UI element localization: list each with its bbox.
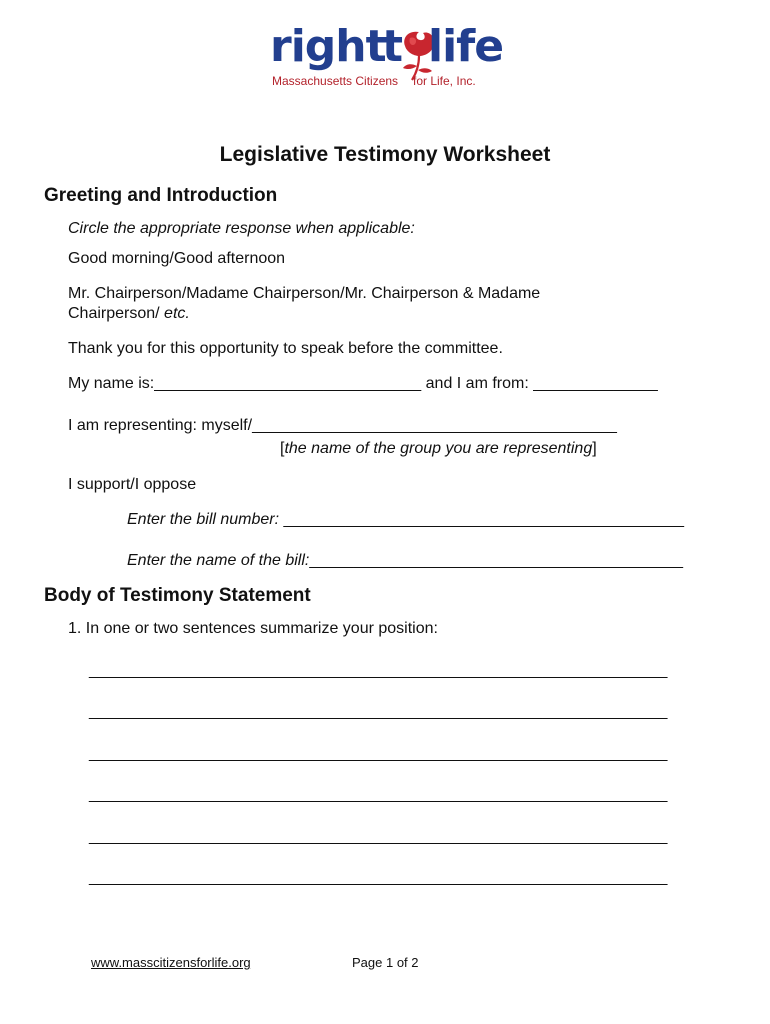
bill-number-field[interactable] [127,510,684,530]
page-number: Page 1 of 2 [352,955,419,970]
answer-line[interactable]: _________________________________________________________________ [89,745,668,762]
section-heading-greeting: Greeting and Introduction [44,185,278,206]
address-options-line2 [68,304,190,324]
thanks-text: Thank you for this opportunity to speak before the committee. [68,340,503,357]
bill-name-field[interactable] [127,551,683,571]
answer-line[interactable]: _________________________________________________________________ [89,662,668,679]
answer-line[interactable]: _________________________________________________________________ [89,869,668,886]
logo-subtitle-1: Massachusetts Citizens [272,74,399,88]
bill-name-label: Enter the name of the bill: [127,552,310,569]
section-heading-body: Body of Testimony Statement [44,585,311,606]
support-oppose-options: I support/I oppose [68,476,197,493]
logo-word-to: t [382,21,403,72]
instruction-text: Circle the appropriate response when applicable: [68,220,415,237]
address-options-line1: Mr. Chairperson/Madame Chairperson/Mr. Chairperson & Madame [68,285,541,302]
address-options-etc: etc. [164,305,190,322]
organization-logo [270,22,505,94]
summary-question: 1. In one or two sentences summarize your position: [68,620,438,637]
bill-number-label: Enter the bill number: [127,511,284,528]
answer-line[interactable]: _________________________________________________________________ [89,828,668,845]
bill-number-blank[interactable]: _____________________________________________ [283,511,684,528]
greeting-options: Good morning/Good afternoon [68,250,286,267]
logo-word-right: right [270,21,386,72]
address-options-text: Chairperson/ [68,305,165,322]
footer-website-link[interactable]: www.masscitizensforlife.org [91,955,251,970]
answer-line[interactable]: _________________________________________________________________ [89,786,668,803]
logo-subtitle-2: for Life, Inc. [413,74,476,88]
bracket-close: ] [592,440,597,457]
bracket-open: [ [280,440,285,457]
group-hint-text: the name of the group you are representing [284,440,593,457]
bill-name-blank[interactable]: __________________________________________ [309,552,684,569]
representing-field[interactable]: I am representing: myself/_________________________________________ [68,417,617,434]
logo-word-life: life [428,21,504,72]
page-title: Legislative Testimony Worksheet [219,143,551,166]
name-from-field[interactable]: My name is:______________________________ and I am from: ______________ [68,375,658,392]
group-name-hint [280,439,597,459]
answer-line[interactable]: _________________________________________________________________ [89,703,668,720]
